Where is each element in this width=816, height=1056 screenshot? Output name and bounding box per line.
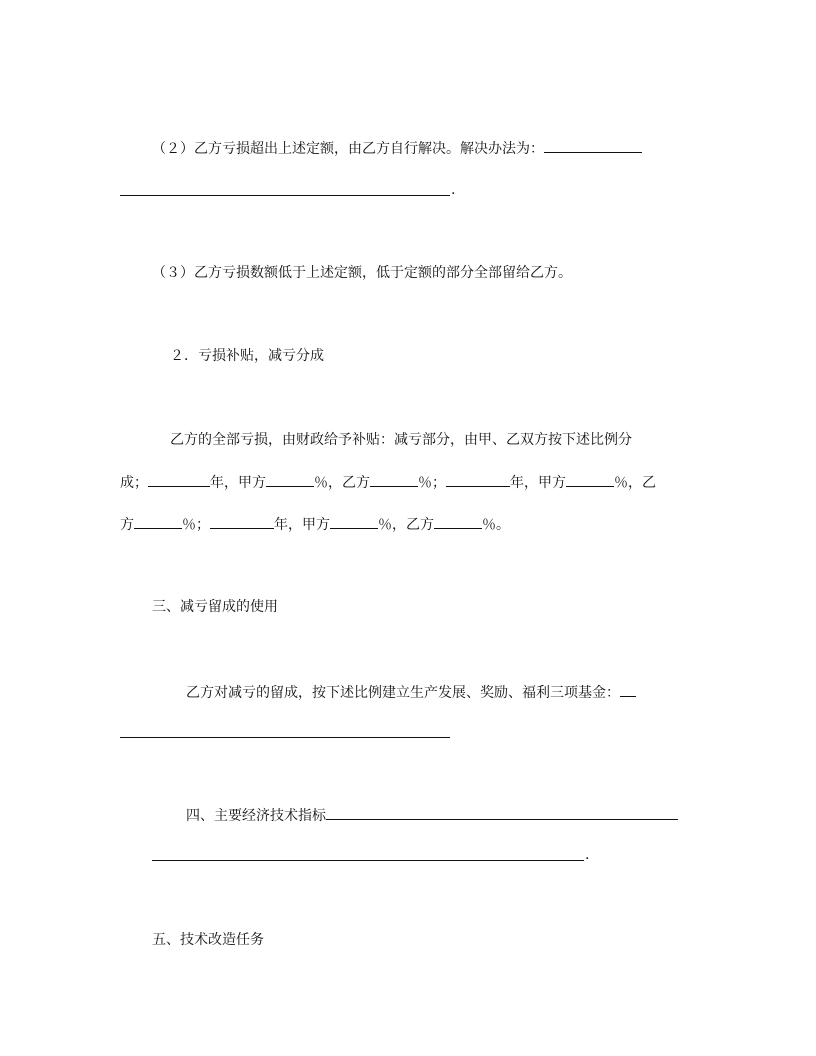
subsidy-line-1 — [170, 430, 632, 450]
fill-in-blank[interactable] — [120, 195, 450, 196]
fill-in-blank[interactable] — [370, 472, 418, 487]
fill-in-blank[interactable] — [446, 472, 510, 487]
clause-2-3 — [152, 263, 572, 283]
section-heading — [152, 597, 278, 617]
subsidy-text: ％，乙 — [614, 475, 656, 491]
subsidy-text: ％； — [182, 517, 210, 533]
subsidy-text: 年，甲方 — [274, 517, 330, 533]
section-heading — [152, 930, 264, 950]
section-5-heading: 五、技术改造任务 — [152, 932, 264, 948]
fill-in-blank[interactable] — [210, 514, 274, 529]
section-heading — [170, 346, 324, 366]
clause-2-2-text: （２）乙方亏损超出上述定额，由乙方自行解决。解决办法为： — [152, 141, 544, 157]
section-heading — [186, 805, 678, 825]
subsidy-line-3 — [120, 514, 510, 534]
period-mark: . — [451, 182, 456, 198]
subsidy-text: 年，甲方 — [210, 475, 266, 491]
subsidy-text: 成； — [120, 475, 148, 491]
subsidy-text: 乙方的全部亏损，由财政给予补贴：减亏部分，由甲、乙双方按下述比例分 — [170, 432, 632, 448]
fill-in-blank[interactable] — [330, 514, 378, 529]
subsidy-text: ％，乙方 — [314, 475, 370, 491]
section-4-heading: 四、主要经济技术指标 — [186, 808, 326, 824]
fill-in-blank[interactable] — [544, 138, 642, 153]
section-3-body — [186, 682, 636, 702]
clause-2-3-text: （３）乙方亏损数额低于上述定额，低于定额的部分全部留给乙方。 — [152, 265, 572, 281]
fill-in-blank[interactable] — [326, 805, 678, 820]
fill-in-blank[interactable] — [148, 472, 210, 487]
subsidy-text: ％； — [418, 475, 446, 491]
fill-in-blank[interactable] — [620, 682, 636, 697]
clause-2-2 — [152, 138, 642, 158]
heading-2-text: ２．亏损补贴，减亏分成 — [170, 348, 324, 364]
period-mark: . — [585, 847, 590, 863]
fill-in-blank[interactable] — [566, 472, 614, 487]
fill-in-blank[interactable] — [134, 514, 182, 529]
fill-in-blank[interactable] — [120, 737, 450, 738]
fill-in-blank[interactable] — [266, 472, 314, 487]
subsidy-line-2 — [120, 472, 656, 492]
section-3-heading: 三、减亏留成的使用 — [152, 599, 278, 615]
subsidy-text: 方 — [120, 517, 134, 533]
subsidy-text: 年，甲方 — [510, 475, 566, 491]
fill-in-blank[interactable] — [152, 860, 584, 861]
subsidy-text: ％，乙方 — [378, 517, 434, 533]
fill-in-blank[interactable] — [434, 514, 482, 529]
section-3-text: 乙方对减亏的留成，按下述比例建立生产发展、奖励、福利三项基金： — [186, 685, 620, 701]
subsidy-text: ％。 — [482, 517, 510, 533]
